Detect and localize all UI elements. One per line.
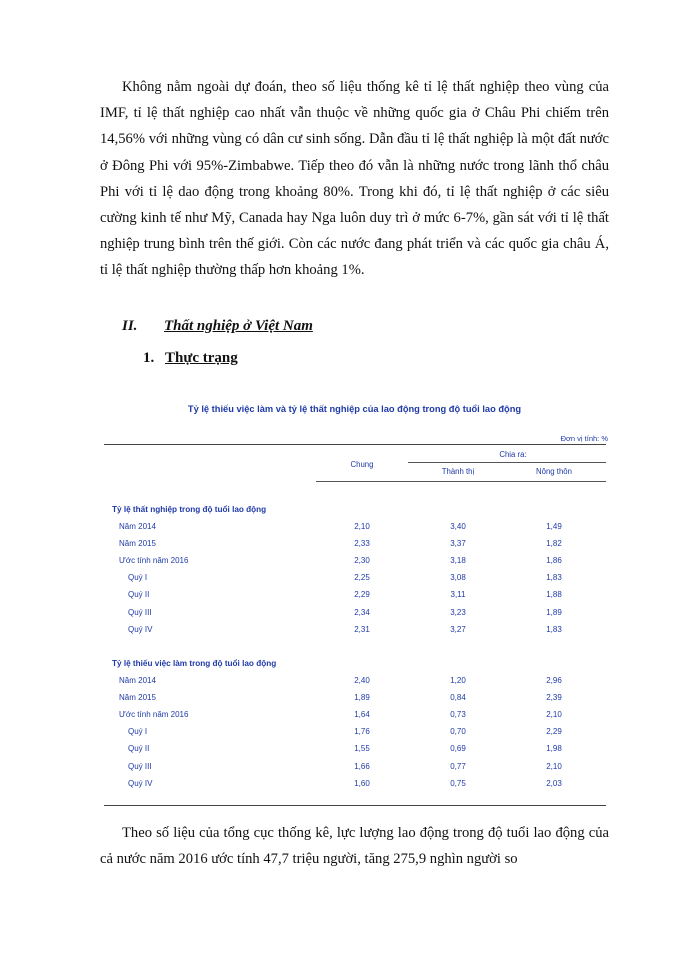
cell-urban: 0,77 [450, 761, 466, 771]
row-label: Quý III [128, 607, 152, 617]
cell-urban: 3,23 [450, 607, 466, 617]
cell-urban: 0,69 [450, 744, 466, 754]
subsection-number: 1. [143, 350, 155, 366]
cell-urban: 3,08 [450, 573, 466, 583]
cell-rural: 2,03 [546, 778, 562, 788]
cell-rural: 2,10 [546, 710, 562, 720]
subsection-heading [143, 350, 238, 367]
table-row [0, 727, 700, 741]
intro-paragraph [100, 74, 609, 284]
table-row [0, 779, 700, 793]
row-label: Ước tính năm 2016 [119, 556, 189, 566]
table-row [0, 676, 700, 690]
table-row [0, 625, 700, 639]
row-label: Quý IV [128, 778, 153, 788]
cell-total: 2,10 [354, 522, 370, 531]
cell-total: 2,31 [354, 624, 370, 634]
row-label: Năm 2015 [119, 693, 156, 703]
cell-rural: 2,96 [546, 676, 562, 685]
table-unit: Đơn vị tính: % [560, 434, 608, 443]
intro-paragraph-text: Không nằm ngoài dự đoán, theo số liệu thống kê tỉ lệ thất nghiệp theo vùng của IMF, tỉ lệ thất nghiệp cao nhất vẫn thuộc về những quốc gia ở Châu Phi chiếm trên 14,56% với những vùng có dân cư sinh sống. Dẫn đầu tỉ lệ thất nghiệp là một đất nước ở Đông Phi với 95%-Zimbabwe. Tiếp theo đó vẫn là những nước trong lãnh thổ châu Phi với tỉ lệ dao động trong khoảng 80%. Trong khi đó, tỉ lệ thất nghiệp ở các siêu cường kinh tế như Mỹ, Canada hay Nga luôn duy trì ở mức 6-7%, gần sát với tỉ lệ thất nghiệp trung bình trên thế giới. Còn các nước đang phát triển và các quốc gia châu Á, tỉ lệ thất nghiệp thường thấp hơn khoảng 1%. [100, 79, 609, 279]
row-label: Năm 2014 [119, 676, 156, 685]
cell-total: 1,60 [354, 778, 370, 788]
row-label: Quý I [128, 727, 148, 737]
table-row [0, 522, 700, 536]
cell-urban: 1,20 [450, 676, 466, 685]
row-label: Quý II [128, 744, 150, 754]
row-label: Quý I [128, 573, 148, 583]
section-title: Thất nghiệp ở Việt Nam [164, 318, 313, 334]
row-label: Ước tính năm 2016 [119, 710, 189, 720]
stats-paragraph-text: Theo số liệu của tổng cục thống kê, lực lượng lao động trong độ tuổi lao động của cả nước năm 2016 ước tính 47,7 triệu người, tăng 275,9 nghìn người so [100, 825, 609, 868]
cell-total: 2,25 [354, 573, 370, 583]
cell-urban: 3,40 [450, 522, 466, 531]
table-section-title: Tỷ lệ thất nghiệp trong độ tuổi lao động [112, 505, 267, 514]
header-bottom-rule [316, 481, 606, 482]
cell-rural: 1,83 [546, 573, 562, 583]
cell-total: 1,66 [354, 761, 370, 771]
col-header-group: Chia ra: [499, 450, 527, 459]
col-header-urban: Thành thị [441, 467, 475, 476]
section-heading [122, 318, 313, 335]
cell-rural: 1,98 [546, 744, 562, 754]
cell-rural: 1,49 [546, 522, 562, 531]
cell-rural: 2,10 [546, 761, 562, 771]
table-bottom-rule [104, 805, 606, 806]
cell-rural: 1,88 [546, 590, 562, 600]
cell-rural: 1,83 [546, 624, 562, 634]
cell-urban: 3,37 [450, 539, 466, 549]
cell-rural: 1,86 [546, 556, 562, 566]
cell-total: 1,64 [354, 710, 370, 720]
col-header-rural: Nông thôn [536, 467, 572, 476]
cell-urban: 3,27 [450, 624, 466, 634]
table-row [0, 573, 700, 587]
cell-rural: 1,89 [546, 607, 562, 617]
col-header-total: Chung [350, 460, 374, 469]
row-label: Năm 2015 [119, 539, 156, 549]
cell-rural: 2,39 [546, 693, 562, 703]
cell-rural: 2,29 [546, 727, 562, 737]
section-number: II. [122, 318, 138, 334]
table-row [0, 608, 700, 622]
table-row [0, 590, 700, 604]
stats-paragraph [100, 820, 609, 872]
table-row [0, 693, 700, 707]
cell-urban: 0,75 [450, 778, 466, 788]
cell-total: 2,34 [354, 607, 370, 617]
table-row [0, 744, 700, 758]
table-top-rule [104, 444, 606, 445]
cell-total: 1,89 [354, 693, 370, 703]
row-label: Quý IV [128, 624, 153, 634]
cell-total: 2,40 [354, 676, 370, 685]
cell-urban: 0,84 [450, 693, 466, 703]
cell-urban: 3,18 [450, 556, 466, 566]
table-row [0, 710, 700, 724]
cell-total: 2,33 [354, 539, 370, 549]
cell-urban: 0,70 [450, 727, 466, 737]
table-title: Tỷ lệ thiếu việc làm và tỷ lệ thất nghiệp của lao động trong độ tuổi lao động [187, 404, 522, 414]
table-row [0, 556, 700, 570]
table-section-title: Tỷ lệ thiếu việc làm trong độ tuổi lao động [112, 659, 277, 668]
row-label: Năm 2014 [119, 522, 156, 531]
cell-total: 1,76 [354, 727, 370, 737]
cell-total: 1,55 [354, 744, 370, 754]
cell-urban: 0,73 [450, 710, 466, 720]
row-label: Quý III [128, 761, 152, 771]
cell-rural: 1,82 [546, 539, 562, 549]
group-rule [408, 462, 606, 463]
subsection-title: Thực trạng [165, 350, 238, 366]
cell-urban: 3,11 [450, 590, 466, 600]
row-label: Quý II [128, 590, 150, 600]
table-row [0, 762, 700, 776]
table-row [0, 539, 700, 553]
cell-total: 2,29 [354, 590, 370, 600]
cell-total: 2,30 [354, 556, 370, 566]
